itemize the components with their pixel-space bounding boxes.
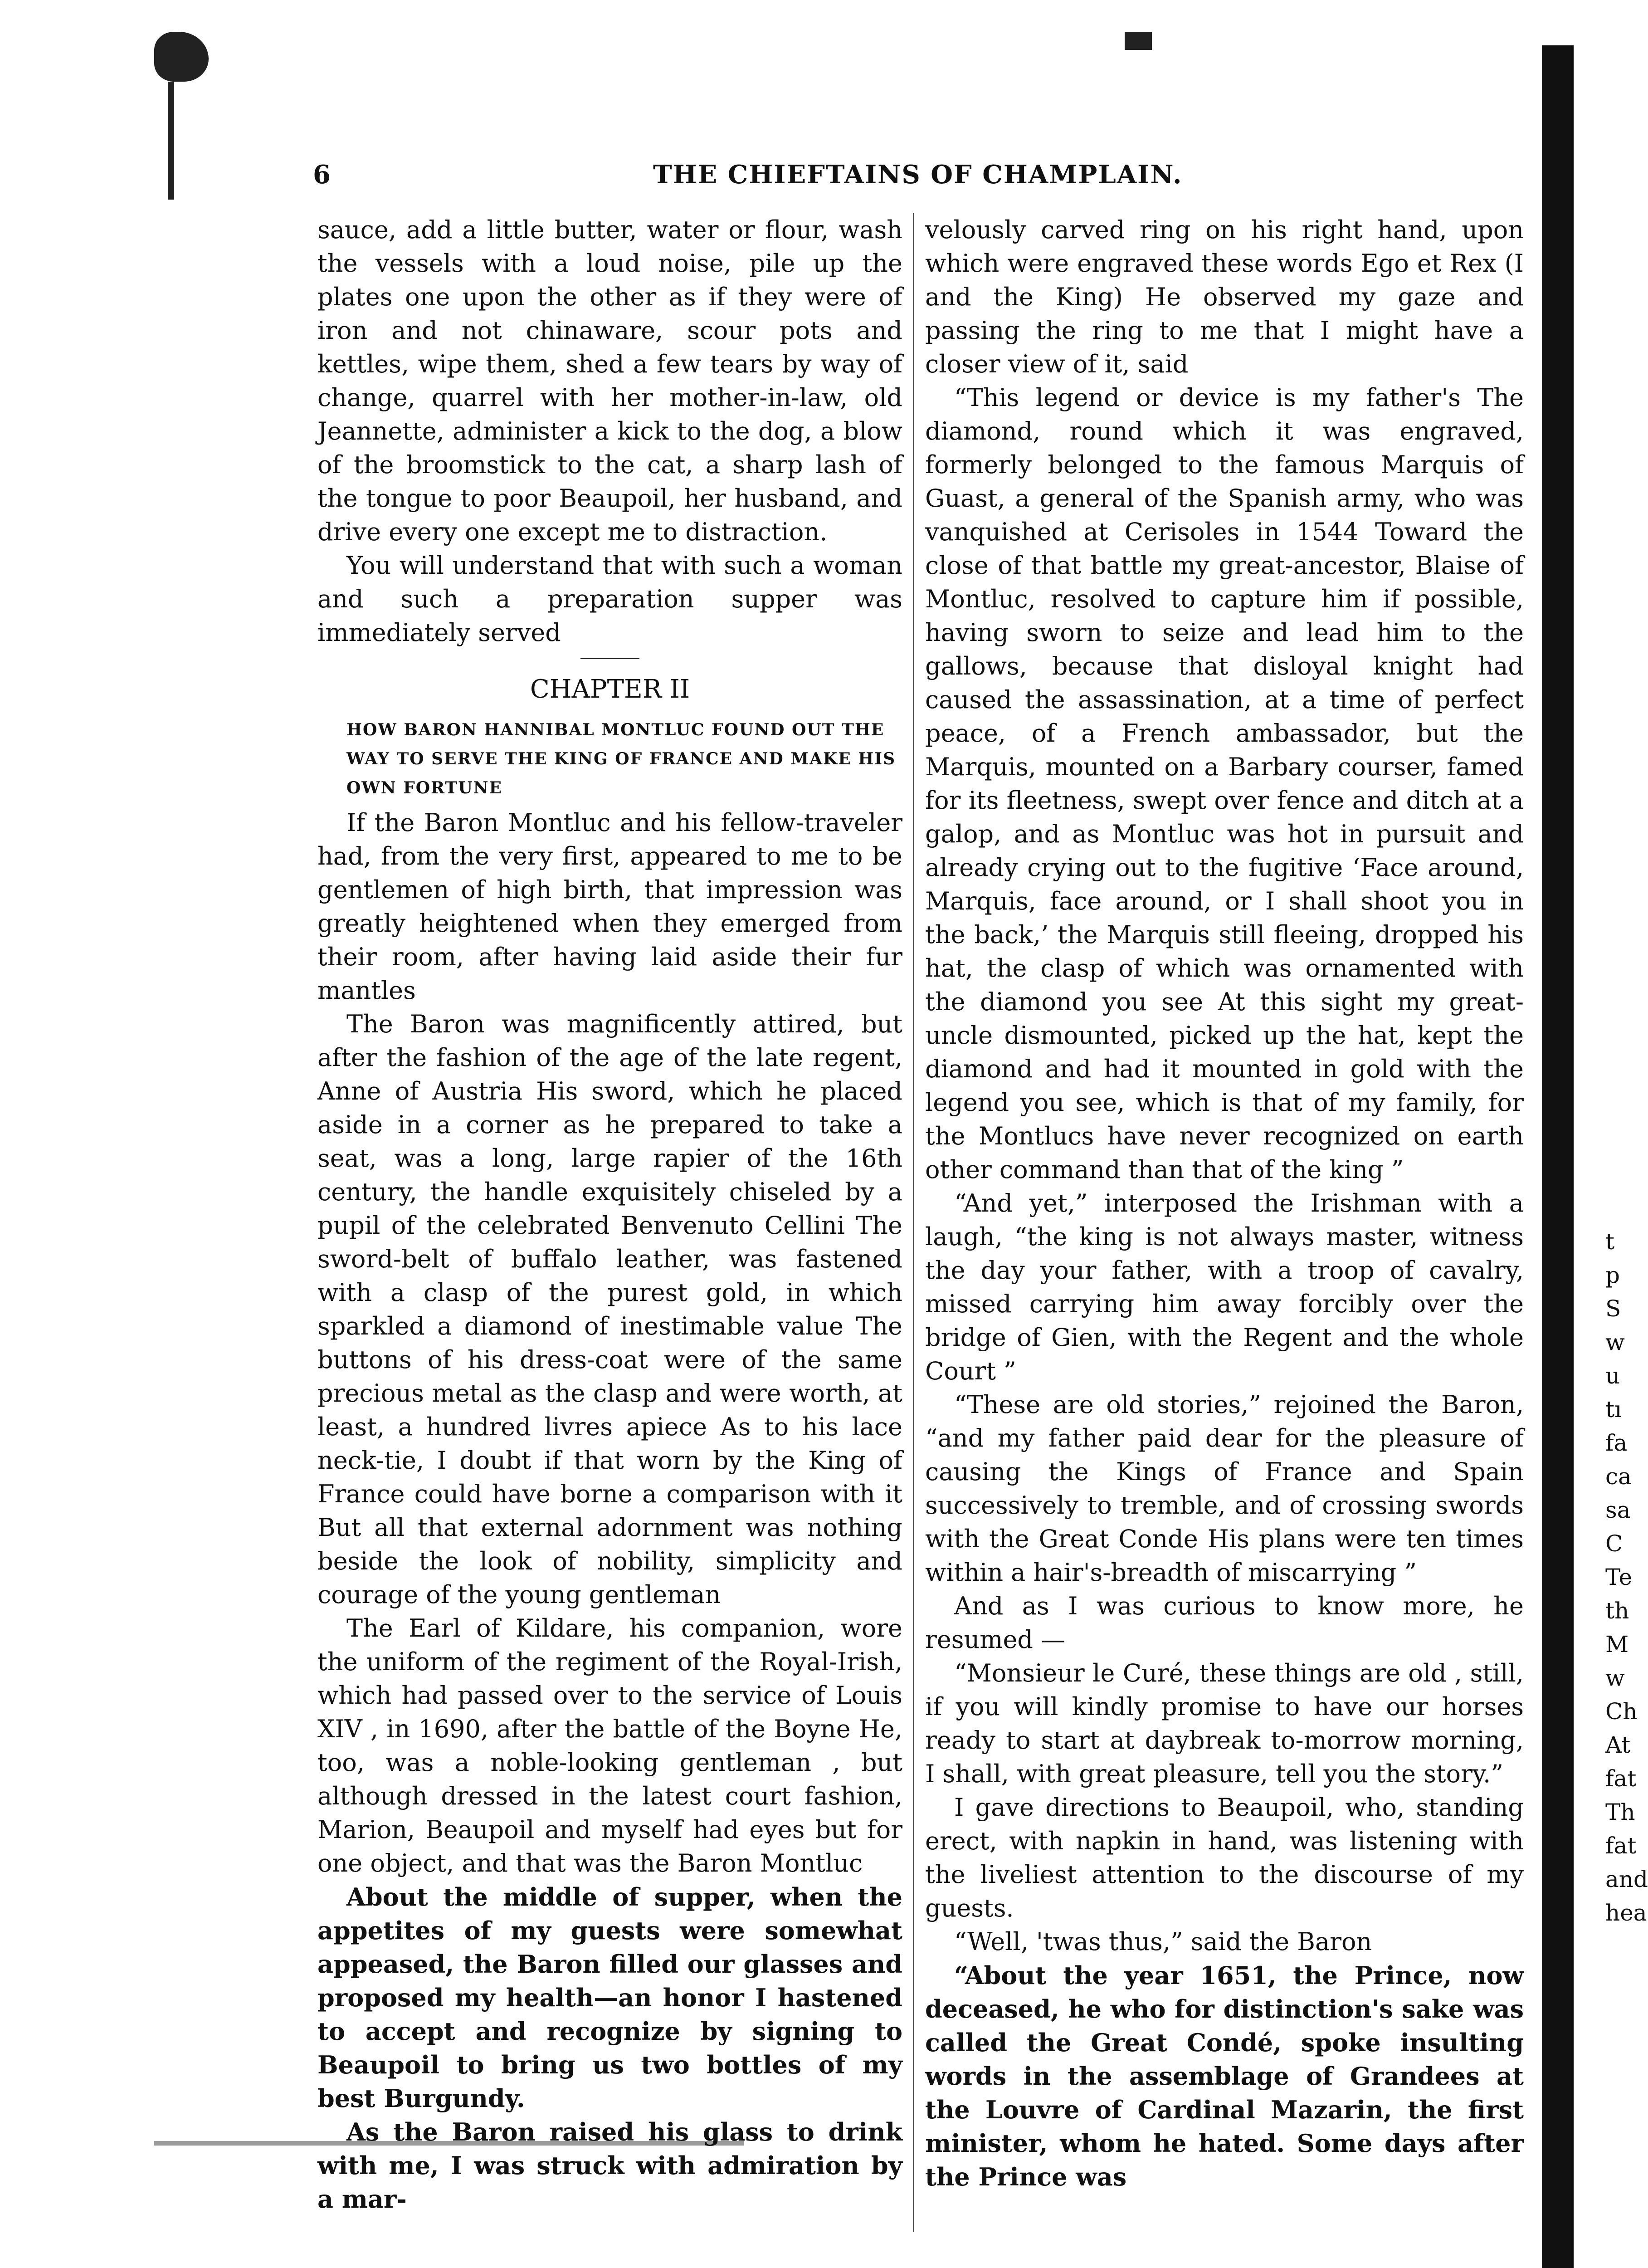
fragment: p	[1605, 1262, 1620, 1288]
paragraph: About the middle of supper, when the appetites of my guests were somewhat appeased, the Baron filled our glasses and proposed my health—an honor I hastened to accept and recognize by signing to Beaupoil to bring us two bottles of my best Burgundy.	[317, 1882, 902, 2113]
ink-blot	[154, 32, 209, 82]
fragment: Th	[1605, 1799, 1635, 1825]
chapter-title: CHAPTER II	[530, 675, 690, 704]
paragraph: And as I was curious to know more, he resumed —	[925, 1592, 1524, 1654]
ink-mark	[168, 82, 174, 200]
running-header	[313, 160, 1211, 200]
left-column	[317, 213, 902, 2216]
page-number: 6	[313, 160, 332, 190]
fragment: and	[1605, 1866, 1648, 1892]
fragment: fa	[1605, 1430, 1628, 1456]
fragment: At	[1605, 1732, 1631, 1758]
chapter-subtitle: HOW BARON HANNIBAL MONTLUC FOUND OUT THE WAY TO SERVE THE KING OF FRANCE AND MAKE HIS OWN FORTUNE	[346, 720, 896, 797]
fragment: w	[1605, 1329, 1625, 1355]
facing-page-fragments	[1605, 1225, 1648, 1930]
fragment: ca	[1605, 1463, 1632, 1490]
fragment: fat	[1605, 1833, 1637, 1859]
fragment: sa	[1605, 1497, 1631, 1523]
fragment: w	[1605, 1665, 1625, 1691]
paragraph: velously carved ring on his right hand, upon which were engraved these words Ego et Rex (I and the King) He observed my gaze and passing the ring to me that I might have a closer view of it, said	[925, 215, 1524, 378]
ink-mark	[1125, 32, 1152, 50]
running-title: THE CHIEFTAINS OF CHAMPLAIN.	[653, 160, 1183, 190]
chapter-rule	[580, 658, 639, 659]
column-divider	[913, 213, 914, 2232]
fragment: S	[1605, 1295, 1621, 1322]
paragraph: “Well, 'twas thus,” said the Baron	[954, 1927, 1372, 1956]
paragraph: sauce, add a little butter, water or flour, wash the vessels with a loud noise, pile up the plates one upon the other as if they were of iron and not chinaware, scour pots and kettles, wipe them, shed a few tears by way of change, quarrel with her mother-in-law, old Jeannette, administer a kick to the dog, a blow of the broomstick to the cat, a sharp lash of the tongue to poor Beaupoil, her husband, and drive every one except me to distraction.	[317, 215, 902, 546]
fragment: Ch	[1605, 1698, 1638, 1725]
paragraph: As the Baron raised his glass to drink with me, I was struck with admiration by a mar-	[317, 2117, 902, 2214]
page-edge-shadow	[1542, 45, 1574, 2268]
fragment: th	[1605, 1598, 1629, 1624]
paragraph: The Baron was magnificently attired, but after the fashion of the age of the late regent, Anne of Austria His sword, which he placed aside in a corner as he prepared to take a seat, was a long, large rapier of the 16th century, the handle exquisitely chiseled by a pupil of the celebrated Benvenuto Cellini The sword-belt of buffalo leather, was fastened with a clasp of the purest gold, in which sparkled a diamond of inestimable value The buttons of his dress-coat were of the same precious metal as the clasp and were worth, at least, a hundred livres apiece As to his lace neck-tie, I doubt if that worn by the King of France could have borne a comparison with it But all that external adornment was nothing beside the look of nobility, simplicity and courage of the young gentleman	[317, 1010, 902, 1609]
fragment: fat	[1605, 1765, 1637, 1792]
paragraph: If the Baron Montluc and his fellow-traveler had, from the very first, appeared to me to be gentlemen of high birth, that impression was greatly heightened when they emerged from their room, after having laid aside their fur mantles	[317, 808, 902, 1005]
fragment: M	[1605, 1631, 1629, 1657]
fragment: u	[1605, 1363, 1620, 1389]
paragraph: “This legend or device is my father's The diamond, round which it was engraved, formerly belonged to the famous Marquis of Guast, a general of the Spanish army, who was vanquished at Cerisoles in 1544 Toward the close of that battle my great-ancestor, Blaise of Montluc, resolved to capture him if possible, having sworn to seize and lead him to the gallows, because that disloyal knight had caused the assassination, at a time of perfect peace, of a French ambassador, but the Marquis, mounted on a Barbary courser, famed for its fleetness, swept over fence and ditch at a galop, and as Montluc was hot in pursuit and already crying out to the fugitive ‘Face around, Marquis, face around, or I shall shoot you in the back,’ the Marquis still fleeing, dropped his hat, the clasp of which was ornamented with the diamond you see At this sight my great-uncle dismounted, picked up the hat, kept the diamond and had it mounted in gold with the legend you see, which is that of my family, for the Montlucs have never recognized on earth other command than that of the king ”	[925, 383, 1524, 1184]
paragraph: “Monsieur le Curé, these things are old , still, if you will kindly promise to have our horses ready to start at daybreak to-morrow morning, I shall, with great pleasure, tell you the story.”	[925, 1659, 1524, 1788]
fragment: Te	[1605, 1564, 1633, 1590]
paragraph: I gave directions to Beaupoil, who, standing erect, with napkin in hand, was listening with the liveliest attention to the discourse of my guests.	[925, 1793, 1524, 1922]
fragment: hea	[1605, 1900, 1647, 1926]
right-column	[925, 213, 1524, 2194]
fragment: tı	[1605, 1396, 1622, 1422]
fragment: t	[1605, 1228, 1615, 1255]
paragraph: “These are old stories,” rejoined the Baron, “and my father paid dear for the pleasure of causing the Kings of France and Spain successively to tremble, and of crossing swords with the Great Conde His plans were ten times within a hair's-breadth of miscarrying ”	[925, 1390, 1524, 1587]
paragraph: You will understand that with such a woman and such a preparation supper was immediately served	[317, 551, 902, 647]
fragment: C	[1605, 1530, 1623, 1557]
paragraph: The Earl of Kildare, his companion, wore the uniform of the regiment of the Royal-Irish, which had passed over to the service of Louis XIV , in 1690, after the battle of the Boyne He, too, was a noble-looking gentleman , but although dressed in the latest court fashion, Marion, Beaupoil and myself had eyes but for one object, and that was the Baron Montluc	[317, 1614, 902, 1877]
paragraph: “About the year 1651, the Prince, now deceased, he who for distinction's sake was called the Great Condé, spoke insulting words in the assemblage of Grandees at the Louvre of Cardinal Mazarin, the first minister, whom he hated. Some days after the Prince was	[925, 1961, 1524, 2191]
paragraph: “And yet,” interposed the Irishman with a laugh, “the king is not always master, witness the day your father, with a troop of cavalry, missed carrying him away forcibly over the bridge of Gien, with the Regent and the whole Court ”	[925, 1189, 1524, 1385]
